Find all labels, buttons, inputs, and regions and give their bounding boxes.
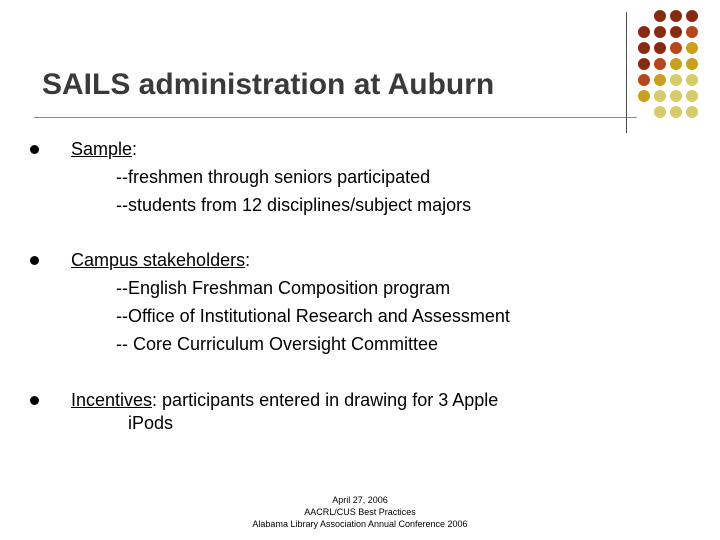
footer-event: AACRL/CUS Best Practices bbox=[304, 507, 416, 517]
bullet-subline: --English Freshman Composition program bbox=[116, 278, 451, 298]
decorative-dot bbox=[686, 58, 698, 70]
decorative-dot bbox=[638, 58, 650, 70]
bullet-heading bbox=[71, 135, 137, 163]
decorative-dot bbox=[686, 42, 698, 54]
bullet-subline: --freshmen through seniors participated bbox=[116, 167, 431, 187]
bullet-sample bbox=[30, 135, 630, 225]
decorative-dot bbox=[654, 90, 666, 102]
decorative-dot bbox=[670, 58, 682, 70]
decorative-dot bbox=[670, 26, 682, 38]
bullet-marker bbox=[30, 145, 39, 154]
decorative-dot bbox=[686, 106, 698, 118]
decorative-dot bbox=[654, 106, 666, 118]
decorative-dot bbox=[654, 74, 666, 86]
decorative-dot bbox=[670, 90, 682, 102]
slide-title: SAILS administration at Auburn bbox=[42, 68, 495, 101]
title-divider bbox=[34, 117, 637, 118]
decorative-dot bbox=[686, 74, 698, 86]
decorative-dot bbox=[654, 42, 666, 54]
decorative-dot bbox=[670, 74, 682, 86]
bullet-incentives bbox=[30, 386, 630, 442]
footer-conference: Alabama Library Association Annual Conference 2006 bbox=[252, 519, 468, 529]
bullet-rest: : bbox=[132, 139, 138, 159]
decorative-dot bbox=[638, 74, 650, 86]
decorative-dot bbox=[686, 90, 698, 102]
decorative-dot bbox=[654, 58, 666, 70]
bullet-subline: -- Core Curriculum Oversight Committee bbox=[116, 334, 439, 354]
bullet-rest: : participants entered in drawing for 3 Apple bbox=[152, 390, 499, 410]
bullet-rest: : bbox=[245, 250, 251, 270]
bullet-marker bbox=[30, 396, 39, 405]
bullet-lead: Sample bbox=[71, 139, 133, 159]
bullet-subline: iPods bbox=[128, 413, 174, 433]
bullet-lead: Campus stakeholders bbox=[71, 250, 246, 270]
corner-vertical-line bbox=[626, 12, 627, 133]
decorative-dot bbox=[670, 42, 682, 54]
slide-footer bbox=[170, 494, 550, 530]
decorative-dot bbox=[638, 42, 650, 54]
bullet-subline: --Office of Institutional Research and Assessment bbox=[116, 306, 510, 326]
decorative-dot-grid bbox=[638, 10, 718, 122]
bullet-lead: Incentives bbox=[71, 390, 153, 410]
decorative-dot bbox=[654, 26, 666, 38]
decorative-dot bbox=[638, 90, 650, 102]
decorative-dot bbox=[686, 26, 698, 38]
bullet-marker bbox=[30, 256, 39, 265]
decorative-dot bbox=[670, 106, 682, 118]
decorative-dot bbox=[638, 26, 650, 38]
decorative-dot bbox=[670, 10, 682, 22]
footer-date: April 27, 2006 bbox=[332, 495, 388, 505]
decorative-dot bbox=[654, 10, 666, 22]
bullet-subline: --students from 12 disciplines/subject majors bbox=[116, 195, 472, 215]
bullet-campus-stakeholders bbox=[30, 246, 630, 364]
decorative-dot bbox=[686, 10, 698, 22]
bullet-heading bbox=[71, 246, 250, 274]
